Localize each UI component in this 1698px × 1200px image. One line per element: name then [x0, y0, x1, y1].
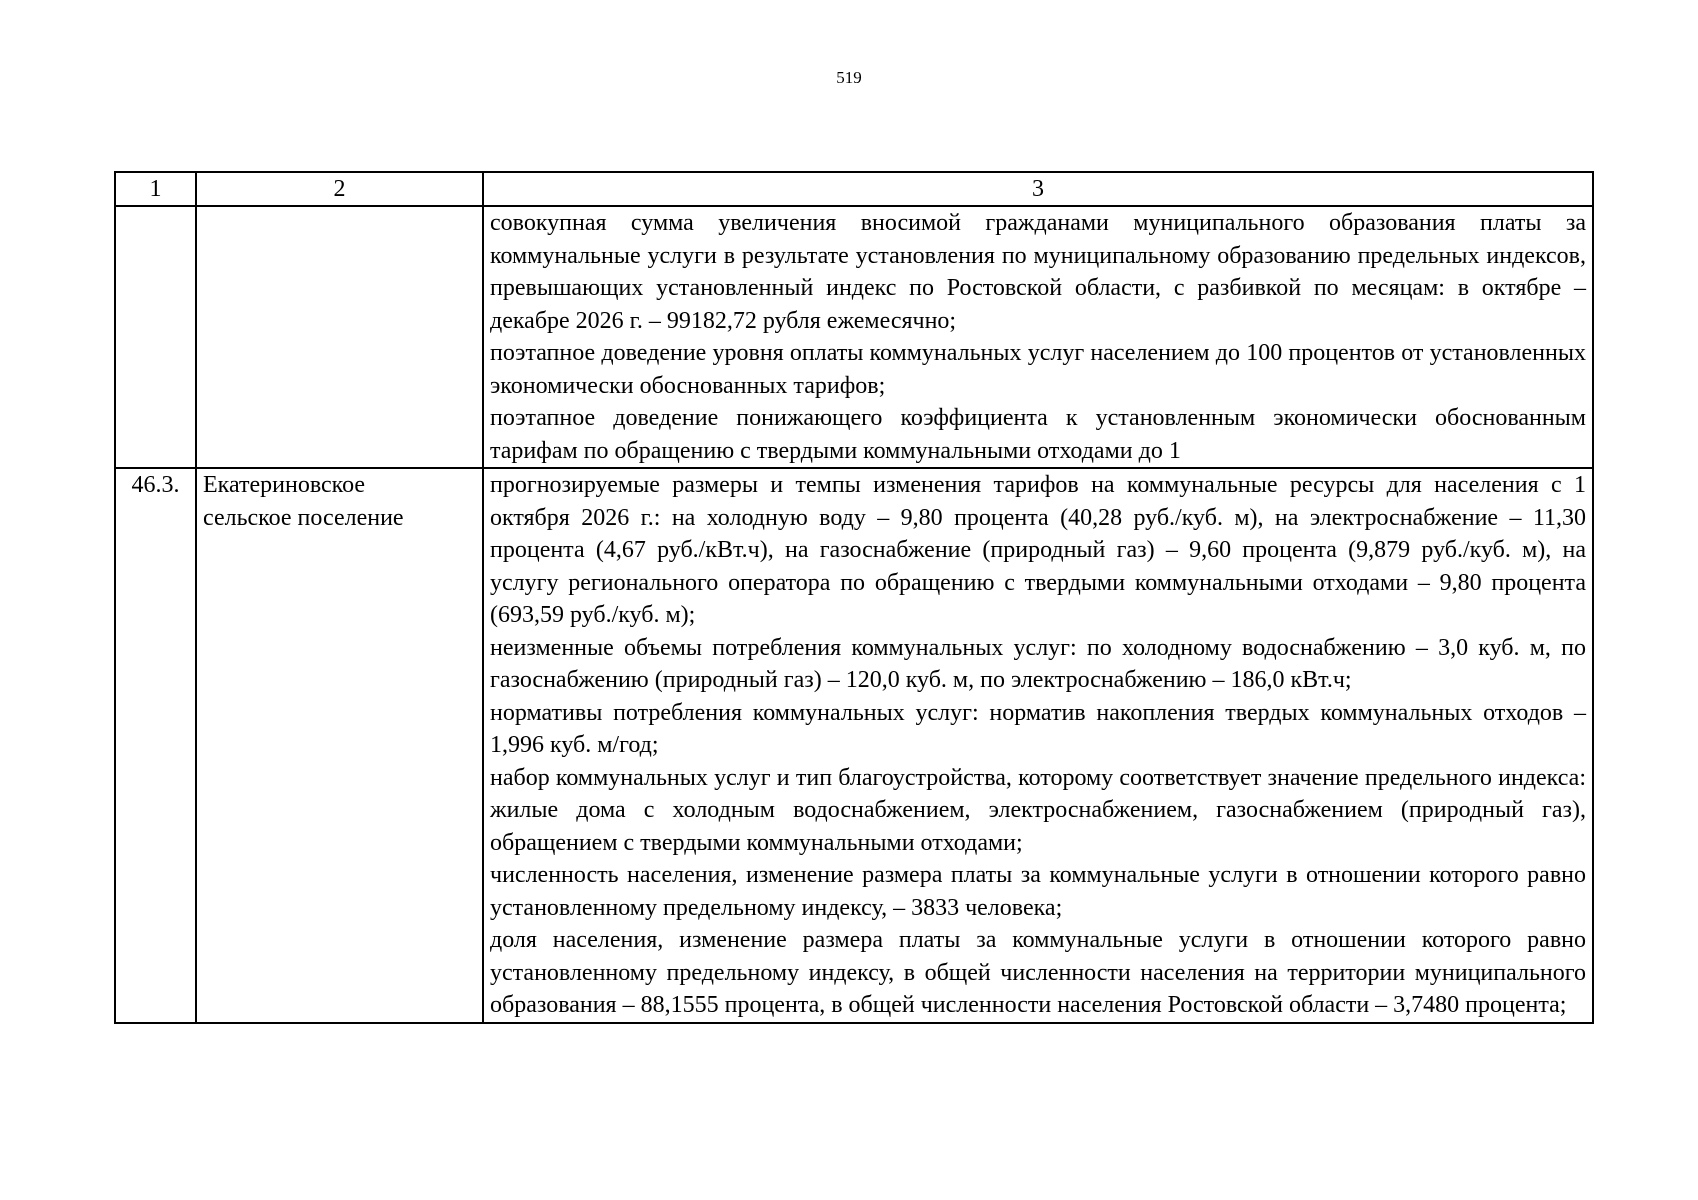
- paragraph: неизменные объемы потребления коммунальных услуг: по холодному водоснабжению – 3,0 куб. м, по газоснабжению (природный газ) – 120,0 куб. м, по электроснабжению – 186,0 кВт.ч;: [490, 634, 1586, 693]
- municipality-name-line: Екатериновское: [203, 472, 366, 498]
- header-cell-2: 2: [196, 172, 483, 206]
- municipality-name-line: сельское поселение: [203, 504, 404, 531]
- header-cell-3: 3: [483, 172, 1593, 206]
- paragraph: прогнозируемые размеры и темпы изменения тарифов на коммунальные ресурсы для населения с 1 октября 2026 г.: на холодную воду – 9,80 процента (40,28 руб./куб. м), на электроснабжение – 11,30 процента (4,67 руб./кВт.ч), на газоснабжение (природный газ) – 9,60 процента (9,879 руб./куб. м), на услугу регионального оператора по обращению с твердыми коммунальными отходами – 9,80 процента (693,59 руб./куб. м);: [490, 472, 1586, 628]
- paragraph: набор коммунальных услуг и тип благоустройства, которому соответствует значение предельного индекса: жилые дома с холодным водоснабжением, электроснабжением, газоснабжением (природный газ), обращением с твердыми коммунальными отходами;: [490, 764, 1586, 856]
- row-number: 46.3.: [115, 468, 196, 1023]
- row-description: [483, 206, 1593, 468]
- paragraph: доля населения, изменение размера платы за коммунальные услуги в отношении которого равно установленному предельному индексу, в общей численности населения на территории муниципального образования – 88,1555 процента, в общей численности населения Ростовской области – 3,7480 процента;: [490, 927, 1586, 1018]
- row-municipality: [196, 468, 483, 1023]
- tariff-table: [114, 171, 1594, 1024]
- table-header-row: [115, 172, 1593, 206]
- paragraph: совокупная сумма увеличения вносимой гражданами муниципального образования платы за коммунальные услуги в результате установления по муниципальному образованию предельных индексов, превышающих установленный индекс по Ростовской области, с разбивкой по месяцам: в октябре – декабре 2026 г. – 99182,72 рубля ежемесячно;: [490, 210, 1586, 334]
- table-row: [115, 206, 1593, 468]
- row-description: [483, 468, 1593, 1023]
- page-number: 519: [836, 68, 862, 87]
- paragraph: численность населения, изменение размера платы за коммунальные услуги в отношении которого равно установленному предельному индексу, – 3833 человека;: [490, 862, 1586, 921]
- table-row: [115, 468, 1593, 1023]
- paragraph: поэтапное доведение понижающего коэффициента к установленным экономически обоснованным тарифам по обращению с твердыми коммунальными отходами до 1: [490, 405, 1586, 464]
- row-number: [115, 206, 196, 468]
- header-cell-1: 1: [115, 172, 196, 206]
- paragraph: поэтапное доведение уровня оплаты коммунальных услуг населением до 100 процентов от установленных экономически обоснованных тарифов;: [490, 340, 1586, 399]
- paragraph: нормативы потребления коммунальных услуг: норматив накопления твердых коммунальных отходов – 1,996 куб. м/год;: [490, 699, 1586, 758]
- row-municipality: [196, 206, 483, 468]
